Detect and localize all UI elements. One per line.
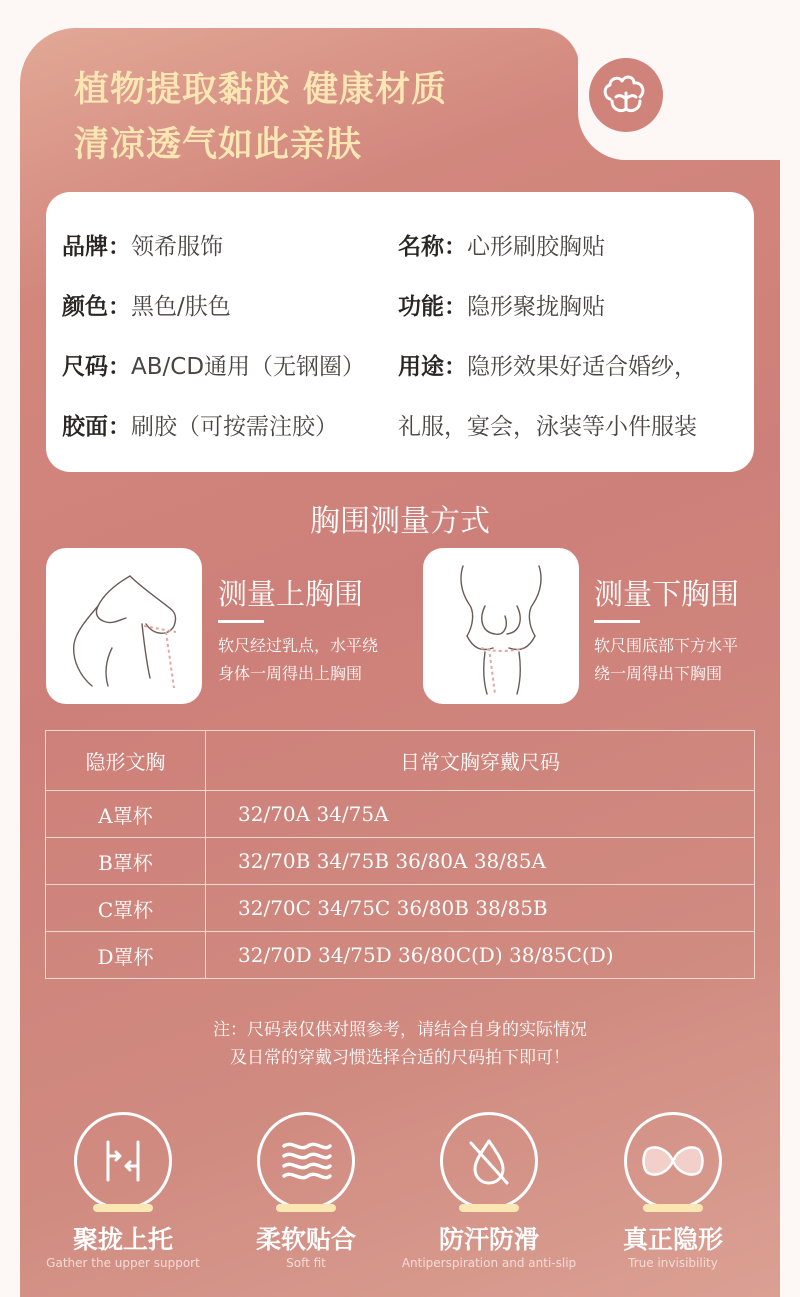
feature-subtitle: Gather the upper support	[46, 1256, 200, 1270]
spec-name	[398, 228, 605, 261]
divider	[218, 620, 264, 623]
spec-panel	[46, 192, 754, 472]
table-header-row	[46, 731, 755, 791]
table-cell-sizes: 32/70C 34/75C 36/80B 38/85B	[206, 885, 755, 932]
spec-label: 颜色：	[62, 294, 131, 320]
headline-line-2: 清凉透气如此亲肤	[74, 125, 363, 165]
spec-label: 品牌：	[62, 234, 131, 260]
no-sweat-drop-icon	[440, 1112, 538, 1210]
feature-underline	[643, 1204, 703, 1212]
spec-value: AB/CD通用（无钢圈）	[131, 354, 366, 380]
invisible-bra-icon	[624, 1112, 722, 1210]
table-cell-sizes: 32/70A 34/75A	[206, 791, 755, 838]
feature-title: 柔软贴合	[255, 1225, 356, 1254]
spec-value: 礼服，宴会，泳装等小件服装	[398, 414, 697, 440]
measure-desc	[218, 632, 378, 688]
table-row	[46, 932, 755, 979]
feature-title: 聚拢上托	[72, 1225, 173, 1254]
cotton-flower-icon	[589, 58, 663, 132]
spec-size	[62, 348, 365, 381]
under-bust-illustration	[423, 548, 579, 704]
feature-underline	[93, 1204, 153, 1212]
spec-usage-cont	[398, 408, 697, 441]
spec-color	[62, 288, 231, 321]
headline-line-1: 植物提取黏胶 健康材质	[74, 70, 448, 110]
table-header: 日常文胸穿戴尺码	[206, 731, 755, 791]
table-row	[46, 838, 755, 885]
upper-bust-illustration	[46, 548, 202, 704]
spec-value: 领希服饰	[131, 234, 223, 260]
measure-desc-line: 绕一周得出下胸围	[594, 664, 723, 683]
feature-underline	[459, 1204, 519, 1212]
table-cell-cup: A罩杯	[46, 791, 206, 838]
measure-title: 测量上胸围	[218, 577, 364, 611]
spec-value: 隐形聚拢胸贴	[467, 294, 605, 320]
notch-curve	[540, 28, 580, 68]
size-note	[0, 1016, 800, 1072]
measure-section-title: 胸围测量方式	[310, 504, 490, 539]
measure-desc-line: 身体一周得出上胸围	[218, 664, 363, 683]
spec-function	[398, 288, 605, 321]
table-cell-sizes: 32/70D 34/75D 36/80C(D) 38/85C(D)	[206, 932, 755, 979]
feature-subtitle: Antiperspiration and anti-slip	[401, 1256, 577, 1270]
table-cell-cup: B罩杯	[46, 838, 206, 885]
spec-value: 心形刷胶胸贴	[467, 234, 605, 260]
spec-label: 尺码：	[62, 354, 131, 380]
spec-usage	[398, 348, 697, 381]
table-cell-cup: C罩杯	[46, 885, 206, 932]
spec-value: 刷胶（可按需注胶）	[131, 414, 338, 440]
table-cell-cup: D罩杯	[46, 932, 206, 979]
feature-subtitle: True invisibility	[628, 1256, 718, 1270]
spec-label: 名称：	[398, 234, 467, 260]
spec-label: 功能：	[398, 294, 467, 320]
note-line: 注：尺码表仅供对照参考，请结合自身的实际情况	[213, 1020, 587, 1040]
feature-title: 防汗防滑	[438, 1225, 539, 1254]
measure-title: 测量下胸围	[594, 577, 740, 611]
measure-desc-line: 软尺围底部下方水平	[594, 636, 739, 655]
spec-label: 用途：	[398, 354, 467, 380]
spec-adhesive	[62, 408, 338, 441]
spec-brand	[62, 228, 223, 261]
divider	[594, 620, 640, 623]
table-cell-sizes: 32/70B 34/75B 36/80A 38/85A	[206, 838, 755, 885]
note-line: 及日常的穿戴习惯选择合适的尺码拍下即可！	[230, 1048, 570, 1068]
spec-label: 胶面：	[62, 414, 131, 440]
waves-icon	[257, 1112, 355, 1210]
feature-subtitle: Soft fit	[286, 1256, 326, 1270]
measure-desc-line: 软尺经过乳点，水平绕	[218, 636, 379, 655]
size-table	[45, 730, 755, 979]
table-header: 隐形文胸	[46, 731, 206, 791]
spec-value: 隐形效果好适合婚纱，	[467, 354, 697, 380]
table-row	[46, 791, 755, 838]
measure-desc	[594, 632, 738, 688]
lift-arrow-icon	[74, 1112, 172, 1210]
spec-value: 黑色/肤色	[131, 294, 231, 320]
table-row	[46, 885, 755, 932]
feature-title: 真正隐形	[622, 1225, 723, 1254]
feature-underline	[276, 1204, 336, 1212]
